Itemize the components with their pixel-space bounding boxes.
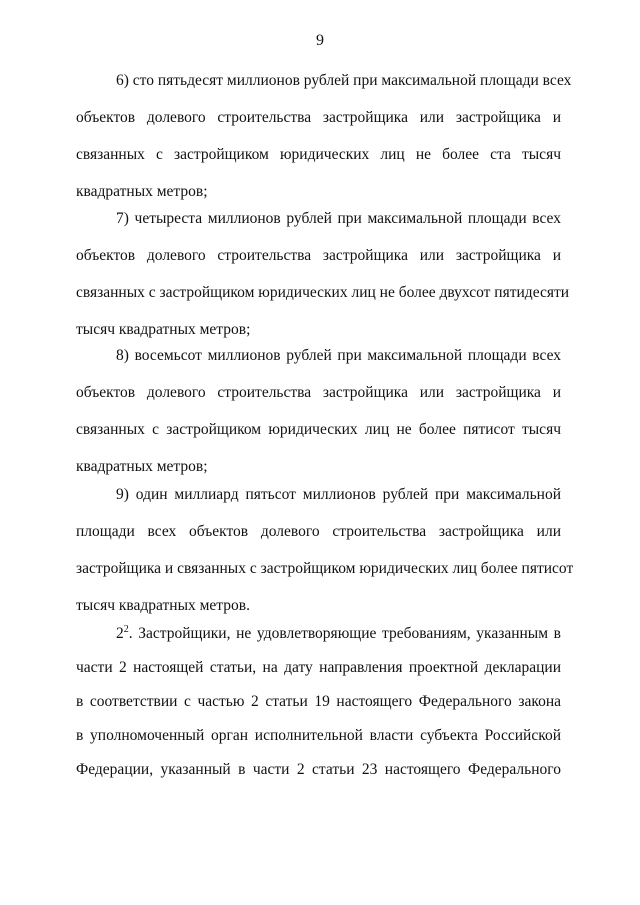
text-line: 8) восемьсот миллионов рублей при максимальной площади всех [116, 347, 561, 364]
paragraph-item-6 [76, 71, 572, 219]
text-line: связанных с застройщиком юридических лиц не более двухсот пятидесяти [76, 284, 570, 301]
text-line: объектов долевого строительства застройщика или застройщика и [76, 109, 561, 126]
text-line: тысяч квадратных метров; [76, 321, 251, 338]
text-line-content: . Застройщики, не удовлетворяющие требованиям, указанным в [128, 625, 561, 642]
page-number: 9 [316, 32, 324, 49]
text-line: 6) сто пятьдесят миллионов рублей при максимальной площади всех [116, 72, 572, 89]
text-line: 7) четыреста миллионов рублей при максимальной площади всех [116, 210, 561, 227]
text-line: части 2 настоящей статьи, на дату направления проектной декларации [76, 659, 561, 676]
text-line: объектов долевого строительства застройщика или застройщика и [76, 384, 561, 401]
paragraph-item-9 [76, 485, 574, 633]
paragraph-item-8 [76, 346, 561, 494]
paragraph-item-7 [76, 209, 570, 357]
text-line: в соответствии с частью 2 статьи 19 настоящего Федерального закона [76, 693, 561, 710]
text-line: квадратных метров; [76, 458, 208, 475]
text-line: связанных с застройщиком юридических лиц не более ста тысяч [76, 146, 561, 163]
text-line: связанных с застройщиком юридических лиц не более пятисот тысяч [76, 421, 561, 438]
text-line: тысяч квадратных метров. [76, 597, 250, 614]
text-line: квадратных метров; [76, 183, 208, 200]
text-line: застройщика и связанных с застройщиком юридических лиц более пятисот [76, 560, 574, 577]
paragraph-part-2-2 [76, 624, 561, 794]
text-line: Федерации, указанный в части 2 статьи 23 настоящего Федерального [76, 761, 561, 778]
part-number-superscript: 2 [123, 624, 129, 635]
text-line: площади всех объектов долевого строительства застройщика или [76, 523, 561, 540]
text-line: 9) один миллиард пятьсот миллионов рублей при максимальной [116, 486, 561, 503]
part-number: 2 [116, 625, 124, 642]
text-line: в уполномоченный орган исполнительной власти субъекта Российской [76, 727, 561, 744]
text-line: объектов долевого строительства застройщика или застройщика и [76, 247, 561, 264]
text-line [76, 624, 561, 644]
